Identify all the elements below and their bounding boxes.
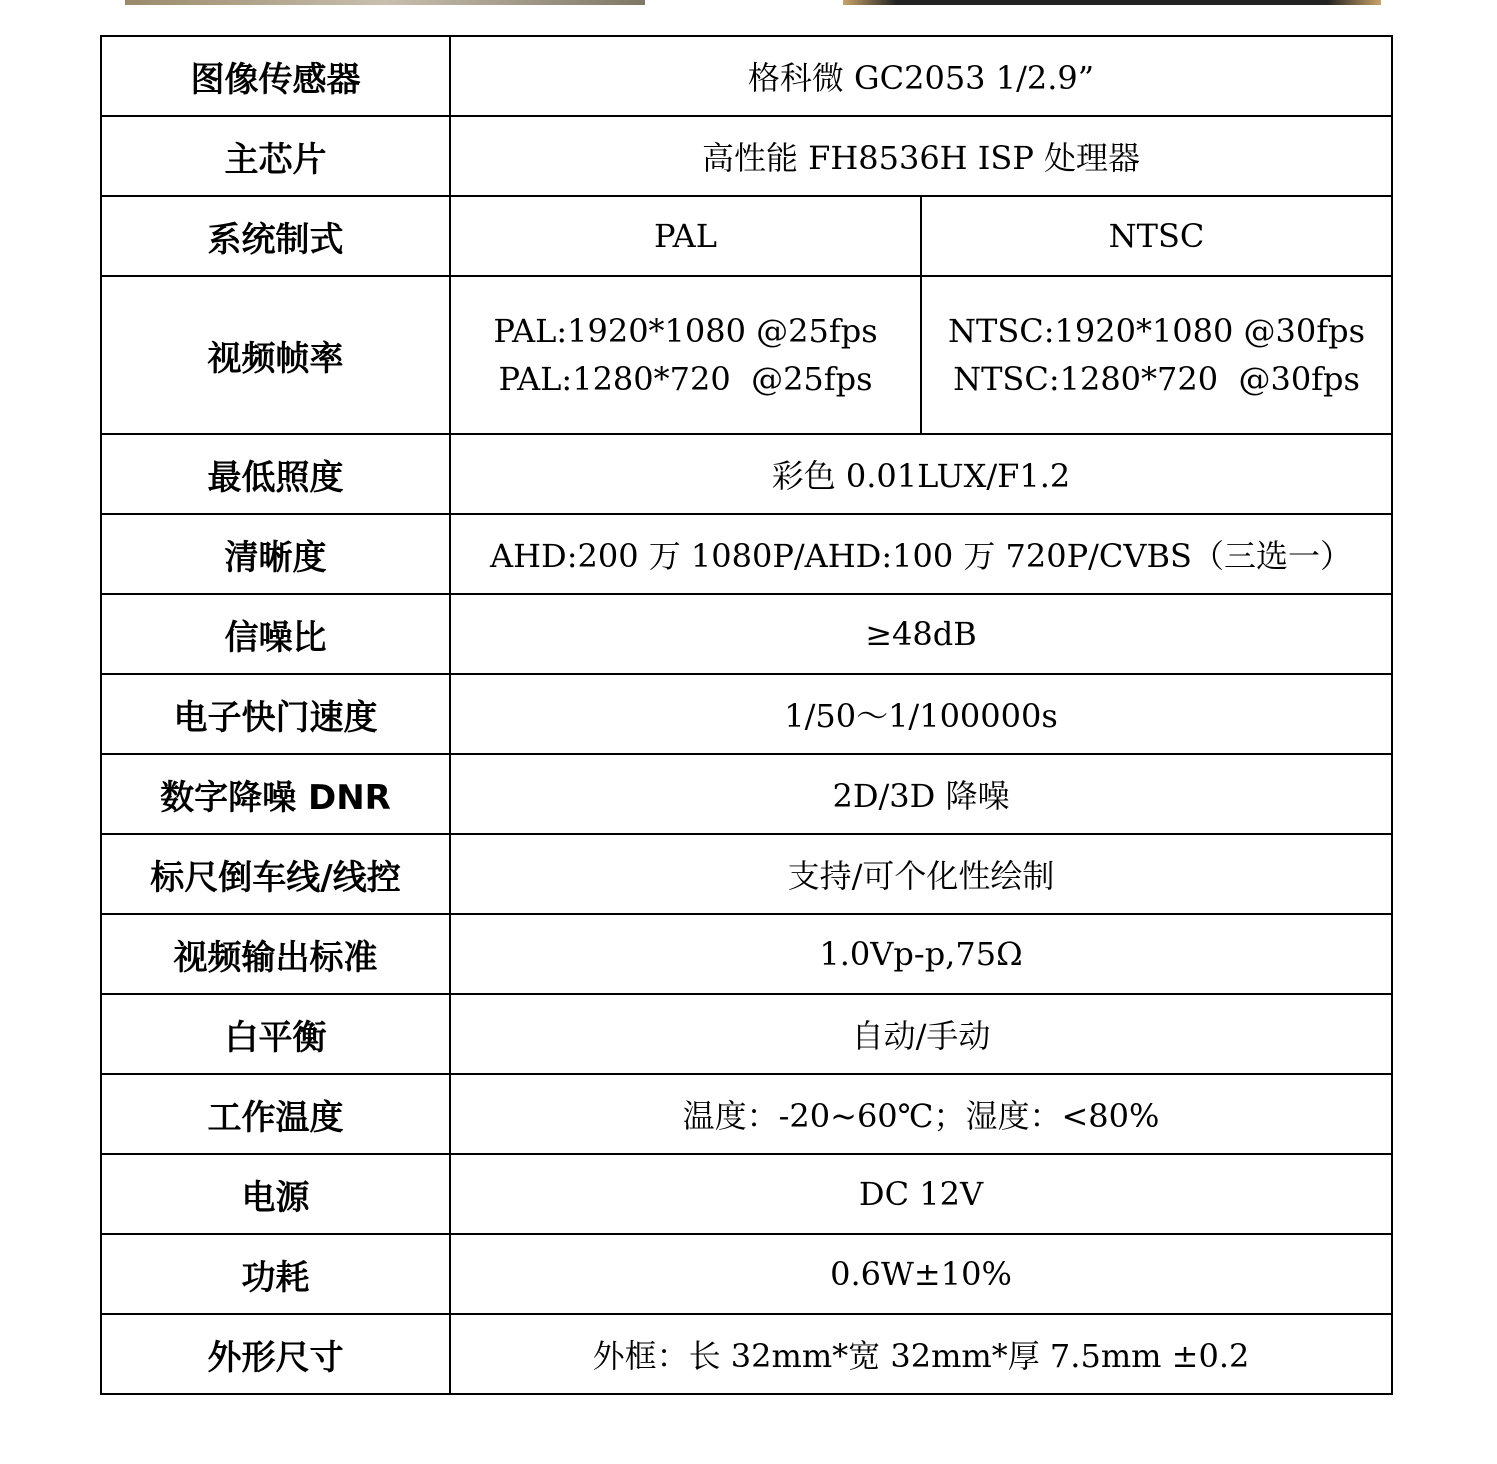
row-label: 外形尺寸 (101, 1314, 450, 1394)
product-image-edge-left (125, 0, 645, 5)
table-row (101, 434, 1392, 514)
table-row (101, 914, 1392, 994)
row-value: AHD:200 万 1080P/AHD:100 万 720P/CVBS（三选一） (450, 514, 1392, 594)
ntsc-framerate-cell (921, 276, 1392, 434)
row-label: 系统制式 (101, 196, 450, 276)
table-row (101, 36, 1392, 116)
table-row (101, 1154, 1392, 1234)
row-label: 图像传感器 (101, 36, 450, 116)
row-label: 标尺倒车线/线控 (101, 834, 450, 914)
row-value: 彩色 0.01LUX/F1.2 (450, 434, 1392, 514)
row-value: 格科微 GC2053 1/2.9” (450, 36, 1392, 116)
ntsc-framerate-line: NTSC:1280*720 @30fps (953, 360, 1360, 398)
row-value: 1/50～1/100000s (450, 674, 1392, 754)
row-label: 主芯片 (101, 116, 450, 196)
row-value: 高性能 FH8536H ISP 处理器 (450, 116, 1392, 196)
row-value: DC 12V (450, 1154, 1392, 1234)
row-label: 电子快门速度 (101, 674, 450, 754)
row-label: 数字降噪 DNR (101, 754, 450, 834)
row-label: 清晰度 (101, 514, 450, 594)
ntsc-framerate-line: NTSC:1920*1080 @30fps (947, 312, 1366, 350)
table-row (101, 116, 1392, 196)
row-label: 功耗 (101, 1234, 450, 1314)
pal-framerate-line: PAL:1920*1080 @25fps (493, 312, 878, 350)
row-label: 信噪比 (101, 594, 450, 674)
table-row (101, 1234, 1392, 1314)
table-row (101, 754, 1392, 834)
row-label: 最低照度 (101, 434, 450, 514)
row-value: 1.0Vp-p,75Ω (450, 914, 1392, 994)
row-value: 温度：-20~60℃；湿度：<80% (450, 1074, 1392, 1154)
row-value: 支持/可个化性绘制 (450, 834, 1392, 914)
row-label: 工作温度 (101, 1074, 450, 1154)
table-row (101, 994, 1392, 1074)
table-row (101, 834, 1392, 914)
table-row (101, 674, 1392, 754)
row-label: 白平衡 (101, 994, 450, 1074)
row-value: 2D/3D 降噪 (450, 754, 1392, 834)
table-row (101, 594, 1392, 674)
table-row (101, 514, 1392, 594)
ntsc-value: NTSC (921, 196, 1392, 276)
row-value: 外框：长 32mm*宽 32mm*厚 7.5mm ±0.2 (450, 1314, 1392, 1394)
row-label: 视频帧率 (101, 276, 450, 434)
spec-table (100, 35, 1393, 1395)
table-row (101, 1074, 1392, 1154)
table-row (101, 196, 1392, 276)
row-value: 自动/手动 (450, 994, 1392, 1074)
pal-framerate-cell (450, 276, 921, 434)
pal-framerate-line: PAL:1280*720 @25fps (498, 360, 873, 398)
pal-value: PAL (450, 196, 921, 276)
table-row (101, 1314, 1392, 1394)
row-value: ≥48dB (450, 594, 1392, 674)
product-image-edge-right (843, 0, 1381, 5)
row-label: 电源 (101, 1154, 450, 1234)
table-row (101, 276, 1392, 434)
row-value: 0.6W±10% (450, 1234, 1392, 1314)
row-label: 视频输出标准 (101, 914, 450, 994)
